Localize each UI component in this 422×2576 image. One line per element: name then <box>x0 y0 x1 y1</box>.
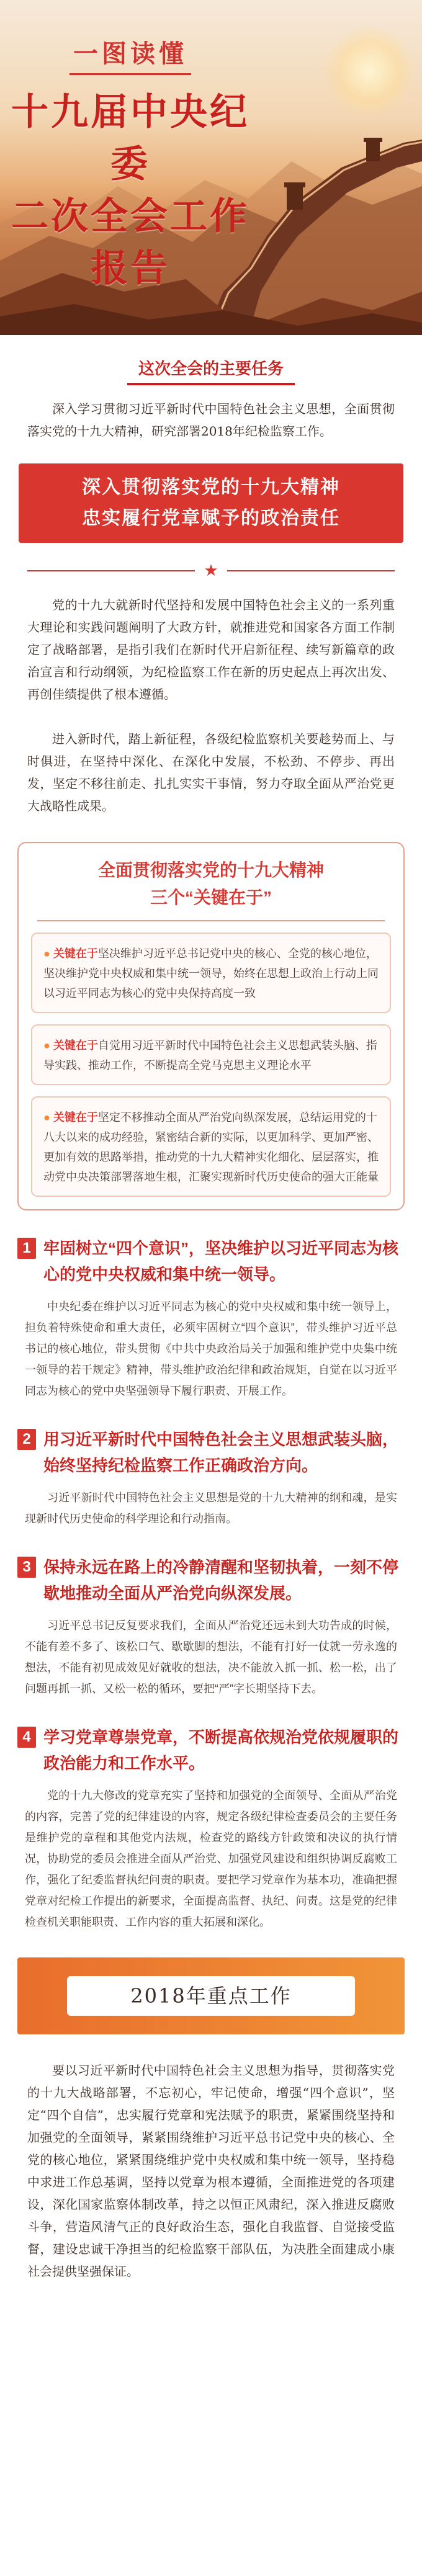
numbered-body: 党的十九大修改的党章充实了坚持和加强党的全面领导、全面从严治党的内容，完善了党的纪律建设的内容，规定各级纪律检查委员会的主要任务是维护党的章程和其他党内法规，检查党的路线方针政策和决议的执行情况，协助党的委员会推进全面从严治党、加强党风建设和组织协调反腐败工作，强化了纪委监督执纪问责的职责。要把学习党章作为基本功，准确把握党章对纪检工作提出的新要求，全面提高监督、执纪、问责。这是党的纪律检查机关职能职责、工作内容的重大拓展和深化。 <box>25 1789 397 1928</box>
key-label: 关键在于 <box>53 1111 98 1124</box>
hero-title-line-2: 二次全会工作报告 <box>11 195 249 289</box>
banner-1-line-1: 深入贯彻落实党的十九大精神 <box>82 477 340 498</box>
numbered-body: 习近平新时代中国特色社会主义思想是党的十九大精神的纲和魂，是实现新时代历史使命的科学理论和行动指南。 <box>25 1491 397 1525</box>
keys-box <box>17 842 405 1210</box>
numbered-body: 习近平总书记反复要求我们，全面从严治党还远未到大功告成的时候，不能有差不多了、该松口气、歇歇脚的想法，不能有打好一仗就一劳永逸的想法，不能有初见成效见好就收的想法，决不能放入抓一抓、松一松，出了问题再抓一抓、又松一松的循环，要把“严”字长期坚持下去。 <box>25 1619 397 1695</box>
numbered-title: 用习近平新时代中国特色社会主义思想武装头脑，始终坚持纪检监察工作正确政治方向。 <box>43 1430 399 1475</box>
banner-1-box <box>19 463 403 543</box>
numbered-title: 保持永远在路上的冷静清醒和坚韧执着，一刻不停歇地推动全面从严治党向纵深发展。 <box>43 1558 399 1603</box>
numbered-title-row <box>17 1426 405 1478</box>
numbered-item-2 <box>17 1426 405 1529</box>
keys-heading-line-1: 全面贯彻落实党的十九大精神 <box>97 861 324 880</box>
keys-heading-line-2: 三个“关键在于” <box>150 888 272 907</box>
divider-line-left <box>27 570 195 571</box>
banner-1 <box>19 463 403 544</box>
banner-1-line-2: 忠实履行党章赋予的政治责任 <box>82 508 340 529</box>
year-body: 要以习近平新时代中国特色社会主义思想为指导，贯彻落实党的十九大战略部署，不忘初心，牢记使命，增强“四个意识”，坚定“四个自信”，忠实履行党章和宪法赋予的职责，紧紧围绕坚持和加强党的全面领导，紧紧围绕维护习近平总书记党中央的核心、全党的核心地位，紧紧围绕维护党中央权威和集中统一领导，坚持稳中求进工作总基调，坚持以党章为根本遵循，全面推进党的各项建设，深化国家监察体制改革，持之以恒正风肃纪，深入推进反腐败斗争，营造风清气正的良好政治生态，强化自我监督、自觉接受监督，建设忠诚干净担当的纪检监察干部队伍，为决胜全面建成小康社会提供坚强保证。 <box>27 2063 395 2279</box>
dot-icon: ● <box>43 947 50 960</box>
numbered-item-3 <box>17 1554 405 1699</box>
year-heading: 2018年重点工作 <box>67 1976 355 2016</box>
key-item <box>31 1024 391 1085</box>
dot-icon: ● <box>43 1111 50 1124</box>
keys-heading <box>31 857 391 911</box>
numbered-title-row <box>17 1235 405 1287</box>
numbered-body: 中央纪委在维护以习近平同志为核心的党中央权威和集中统一领导上，担负着特殊使命和重大责任，必须牢固树立“四个意识”，带头维护习近平总书记的核心地位，带头贯彻《中共中央政治局关于加强和维护党中央集中统一领导的若干规定》精神，带头维护政治纪律和政治规矩，自觉在以习近平同志为核心的党中央坚强领导下履行职责、开展工作。 <box>25 1300 397 1397</box>
hero-kicker: 一图读懂 <box>70 34 191 75</box>
number-badge: 3 <box>17 1557 36 1578</box>
key-text: 坚决维护习近平总书记党中央的核心、全党的核心地位，坚决维护党中央权威和集中统一领导，始终在思想上政治上行动上同以习近平同志为核心的党中央保持高度一致 <box>43 947 379 1000</box>
numbered-item-4 <box>17 1724 405 1933</box>
hero-title-block <box>0 34 261 295</box>
paragraph-1: 党的十九大就新时代坚持和发展中国特色社会主义的一系列重大理论和实践问题阐明了大政方针，就推进党和国家各方面工作制定了战略部署，是指引我们在新时代开启新征程、续写新篇章的政治宣言和行动纲领，为纪检监察工作在新的历史起点上再次出发、再创佳绩提供了根本遵循。 <box>27 597 395 702</box>
numbered-item-1 <box>17 1235 405 1402</box>
number-badge: 1 <box>17 1238 36 1259</box>
hero-banner <box>0 0 422 335</box>
keys-divider <box>37 920 385 921</box>
hero-title-line-1: 十九届中央纪委 <box>11 91 249 185</box>
dot-icon: ● <box>43 1039 50 1052</box>
number-badge: 2 <box>17 1429 36 1450</box>
key-label: 关键在于 <box>53 947 98 960</box>
numbered-title-row <box>17 1554 405 1606</box>
main-tasks-heading <box>0 356 422 385</box>
numbered-title-row <box>17 1724 405 1776</box>
star-divider <box>27 563 395 579</box>
year-heading-banner <box>17 1957 405 2034</box>
key-text: 自觉用习近平新时代中国特色社会主义思想武装头脑、指导实践、推动工作，不断提高全党马克思主义理论水平 <box>43 1039 377 1071</box>
main-tasks-heading-text: 这次全会的主要任务 <box>127 356 295 385</box>
key-item <box>31 932 391 1013</box>
numbered-title: 牢固树立“四个意识”，坚决维护以习近平同志为核心的党中央权威和集中统一领导。 <box>43 1239 399 1284</box>
number-badge: 4 <box>17 1727 36 1748</box>
main-tasks-intro: 深入学习贯彻习近平新时代中国特色社会主义思想，全面贯彻落实党的十九大精神，研究部署2018年纪检监察工作。 <box>27 401 395 439</box>
key-text: 坚定不移推动全面从严治党向纵深发展，总结运用党的十八大以来的成功经验，紧密结合新的实际，以更加科学、更加严密、更加有效的思路举措，推动党的十九大精神实化细化、层层落实，推动党中央决策部署落地生根，汇聚实现新时代历史使命的强大正能量 <box>43 1111 379 1183</box>
key-label: 关键在于 <box>53 1039 98 1052</box>
paragraph-2: 进入新时代，踏上新征程，各级纪检监察机关要趁势而上、与时俱进，在坚持中深化、在深化中发展，不松劲、不停步、再出发，坚定不移往前走、扎扎实实干事情，努力夺取全面从严治党更大战略性成果。 <box>27 731 395 813</box>
numbered-title: 学习党章尊崇党章，不断提高依规治党依规履职的政治能力和工作水平。 <box>43 1728 399 1773</box>
divider-line-right <box>227 570 395 571</box>
star-icon: ★ <box>204 561 218 580</box>
key-item <box>31 1096 391 1197</box>
